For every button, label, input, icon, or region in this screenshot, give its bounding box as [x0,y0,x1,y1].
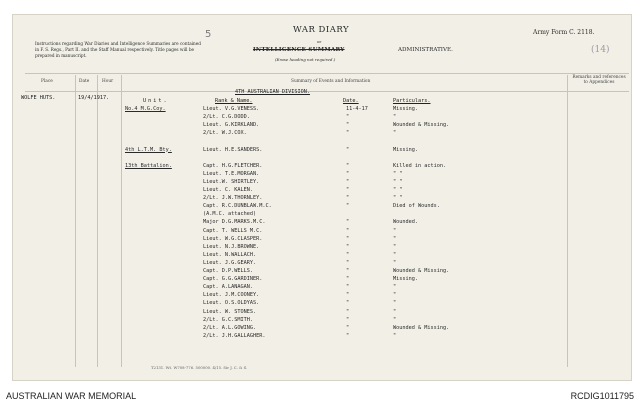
row-name: Lieut.W. SHIRTLEY. [203,178,260,185]
row-name: Lieut. W. STONES. [203,308,257,315]
row-date: " [346,268,350,274]
row-date: " [346,332,350,339]
row-name: 2/Lt. A.L.GOWING. [203,324,257,331]
table-header-unit: Unit. [143,98,169,104]
row-name: Capt. A.LANAGAN. [203,284,253,291]
row-date: " [346,130,350,137]
row-date: " [346,235,350,242]
column-divider [97,75,98,367]
entry-date: 19/4/1917. [78,95,110,101]
row-date: " [346,243,350,250]
row-name: Lieut. N.WALLACH. [203,251,257,258]
header-rule-bottom [25,91,629,92]
row-particulars: Died of Wounds. [393,203,440,210]
row-date: " [346,122,350,129]
row-name: 2/Lt. J.H.GALLAGHER. [203,332,266,339]
row-name: Lieut. W.G.CLASPER. [203,235,263,242]
row-name: Lieut. T.E.MORGAN. [203,170,260,177]
intelligence-summary-text: INTELLIGENCE SUMMARY [253,47,345,53]
row-date: " [346,114,350,121]
handwritten-mark: 5 [205,29,212,40]
header-rule-top [25,73,629,74]
row-name: 2/Lt. J.W.THORNLEY. [203,195,263,202]
row-particulars: Wounded & Missing. [393,122,450,129]
row-particulars: Wounded & Missing. [393,268,450,274]
row-name: Lieut. N.J.BROWNE. [203,243,260,250]
row-particulars: " [393,308,397,315]
row-date: " [346,219,350,226]
row-date: " [346,284,350,291]
row-particulars: " [393,227,397,234]
row-particulars: " [393,235,397,242]
row-particulars: " [393,259,397,266]
row-name: Lieut. J.M.COONEY. [203,292,260,299]
col-header-place: Place [41,79,53,84]
row-particulars: Missing. [393,146,418,153]
col-header-summary: Summary of Events and Information [291,79,371,84]
row-date: " [346,203,350,210]
row-date: " [346,316,350,323]
column-divider [75,75,76,367]
row-particulars: " " [393,187,403,193]
row-particulars: Missing. [393,276,418,283]
row-date: " [346,292,350,299]
row-name: Lieut. H.E.SANDERS. [203,146,263,153]
row-particulars: " [393,300,397,307]
administrative-heading: ADMINISTRATIVE. [398,47,453,53]
row-date: " [346,170,350,177]
row-name: Capt. G.G.GARDINER. [203,276,263,283]
row-name: Capt. D.P.WELLS. [203,268,253,274]
row-date: " [346,195,350,202]
diary-page [12,14,632,381]
entry-place: WOLFE HUTS. [21,95,56,101]
row-name: Lieut. V.G.VENESS. [203,106,260,112]
row-particulars: " [393,243,397,250]
row-name: Capt. R.C.DUNBLAW.M.C. [203,203,272,210]
row-date: " [346,300,350,307]
page-number-stamp: (14) [591,45,610,55]
col-header-hour: Hour [102,79,114,84]
row-particulars: " [393,284,397,291]
row-name: Lieut. J.G.GEARY. [203,259,257,266]
row-particulars: " [393,292,397,299]
table-header-rank: Rank & Name. [215,98,253,104]
row-particulars: " [393,332,397,339]
row-particulars: Wounded. [393,219,418,226]
table-header-date: Date. [343,98,359,104]
row-unit: 13th Battalion. [125,162,172,169]
row-particulars: " " [393,195,403,202]
row-unit: 4th L.T.M. Bty. [125,146,172,153]
row-name: Lieut. C. KALEN. [203,187,253,193]
page-title: WAR DIARY [293,25,350,35]
division-heading: 4TH AUSTRALIAN DIVISION. [235,89,310,95]
erase-note: (Erase heading not required.) [275,57,336,62]
column-divider [567,75,568,367]
row-particulars: " [393,130,397,137]
row-name: Capt. T. WELLS M.C. [203,227,263,234]
row-name: Capt. H.G.FLETCHER. [203,162,263,169]
row-name: 2/Lt. W.J.COX. [203,130,247,137]
row-date: " [346,178,350,185]
row-particulars: " [393,251,397,258]
row-date: " [346,146,350,153]
row-date: " [346,227,350,234]
row-particulars: Wounded & Missing. [393,324,450,331]
row-date: " [346,324,350,331]
row-date: " [346,308,350,315]
or-text: or [317,39,322,44]
row-particulars: " " [393,178,403,185]
credit-right: RCDIG1011795 [570,391,634,401]
row-name: (A.M.C. attached) [203,211,257,218]
row-name: 2/Lt. G.C.SMITH. [203,316,253,323]
col-header-date: Date [79,79,90,84]
row-particulars: Missing. [393,106,418,112]
row-particulars: " [393,114,397,121]
row-date: " [346,259,350,266]
row-name: Lieut. G.KIRKLAND. [203,122,260,129]
row-date: " [346,187,350,193]
row-name: Major D.G.MARKS.M.C. [203,219,266,226]
row-date: " [346,276,350,283]
row-name: 2/Lt. C.G.DODD. [203,114,250,121]
intelligence-summary-heading [253,47,345,53]
row-particulars: " " [393,170,403,177]
row-unit: No.4 M.G.Coy. [125,106,166,112]
row-particulars: " [393,316,397,323]
army-form-label: Army Form C. 2118. [533,29,595,36]
col-header-remarks: Remarks and references to Appendices [572,75,626,85]
table-header-particulars: Particulars. [393,98,431,104]
instructions-text: Instructions regarding War Diaries and Intelligence Summaries are contained in F. S. Regs., Part II. and the Staff Manual respectively. Title pages will be prepared in manuscript. [35,41,201,58]
print-note: T2131. Wt. W708-776. 500000. 4/15. Sir J. C. & S. [151,365,248,370]
row-date: 11-4-17 [346,106,368,112]
column-divider [121,75,122,367]
row-date: " [346,251,350,258]
row-particulars: Killed in action. [393,162,447,169]
credit-left: AUSTRALIAN WAR MEMORIAL [6,391,137,401]
row-name: Lieut. O.S.OLDYAS. [203,300,260,307]
row-date: " [346,162,350,169]
